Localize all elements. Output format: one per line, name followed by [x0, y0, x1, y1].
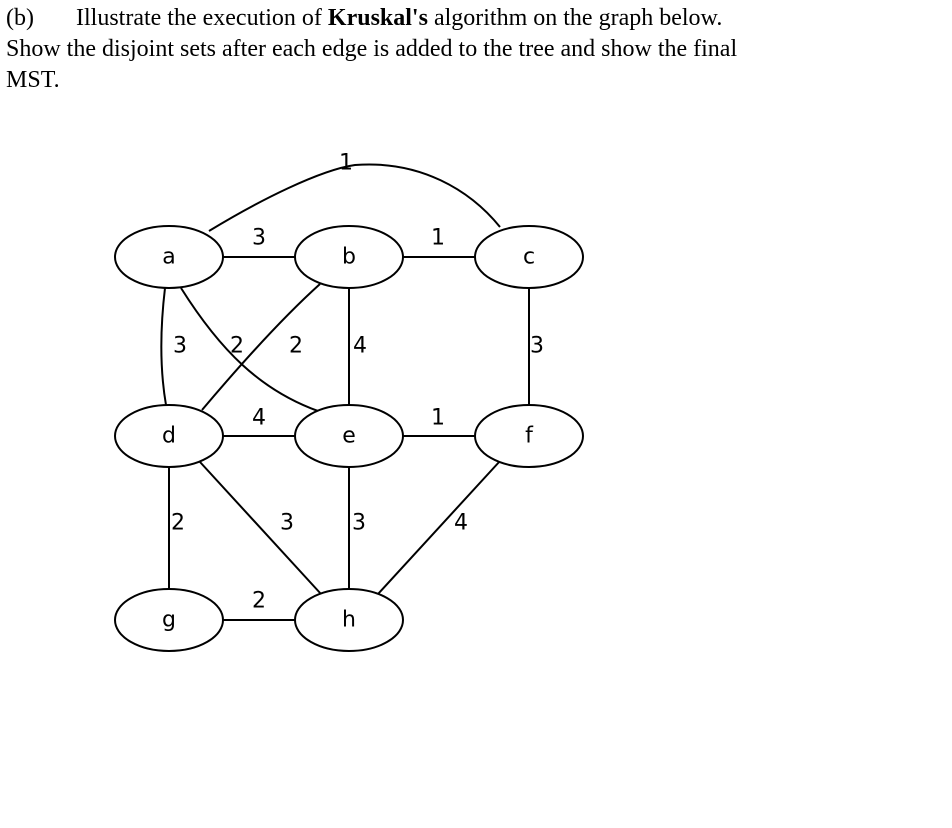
node-g	[115, 589, 223, 651]
question-text-after: algorithm on the graph below.	[427, 5, 723, 31]
node-b	[295, 226, 403, 288]
edge-weight-a-e: 2	[230, 333, 244, 359]
edge-weight-d-h: 3	[280, 510, 294, 536]
edge-weight-b-e: 4	[353, 333, 367, 359]
node-a	[115, 226, 223, 288]
edge-weight-f-h: 4	[454, 510, 468, 536]
edge-weight-g-h: 2	[252, 588, 266, 614]
edge-f-h	[378, 461, 500, 594]
edge-weight-a-c: 1	[339, 150, 353, 176]
question-text-before: Illustrate the execution of	[76, 5, 328, 31]
node-label-h: h	[342, 607, 356, 633]
node-label-a: a	[162, 244, 176, 270]
node-f	[475, 405, 583, 467]
node-d	[115, 405, 223, 467]
node-label-c: c	[522, 244, 536, 270]
part-label: (b)	[6, 5, 34, 31]
algorithm-name: Kruskal's	[327, 5, 428, 31]
edge-weight-d-e: 4	[252, 405, 266, 431]
node-h	[295, 589, 403, 651]
question-line-3: MST.	[6, 67, 60, 93]
node-label-g: g	[162, 607, 176, 633]
edge-d-h	[200, 462, 321, 594]
node-label-b: b	[342, 244, 356, 270]
edge-weight-a-d: 3	[173, 333, 187, 359]
node-label-e: e	[342, 423, 356, 449]
node-c	[475, 226, 583, 288]
question-line-2: Show the disjoint sets after each edge is added to the tree and show the final	[6, 36, 738, 62]
edge-weight-e-h: 3	[352, 510, 366, 536]
node-e	[295, 405, 403, 467]
edge-a-c	[209, 164, 500, 231]
edge-a-d	[161, 288, 166, 405]
node-label-f: f	[525, 423, 533, 449]
edge-weight-d-g: 2	[171, 510, 185, 536]
edge-weight-c-f: 3	[530, 333, 544, 359]
edge-weight-e-f: 1	[431, 405, 445, 431]
edge-weight-b-d: 2	[289, 333, 303, 359]
edge-weight-a-b: 3	[252, 225, 266, 251]
node-label-d: d	[162, 423, 176, 449]
edge-weight-b-c: 1	[431, 225, 445, 251]
